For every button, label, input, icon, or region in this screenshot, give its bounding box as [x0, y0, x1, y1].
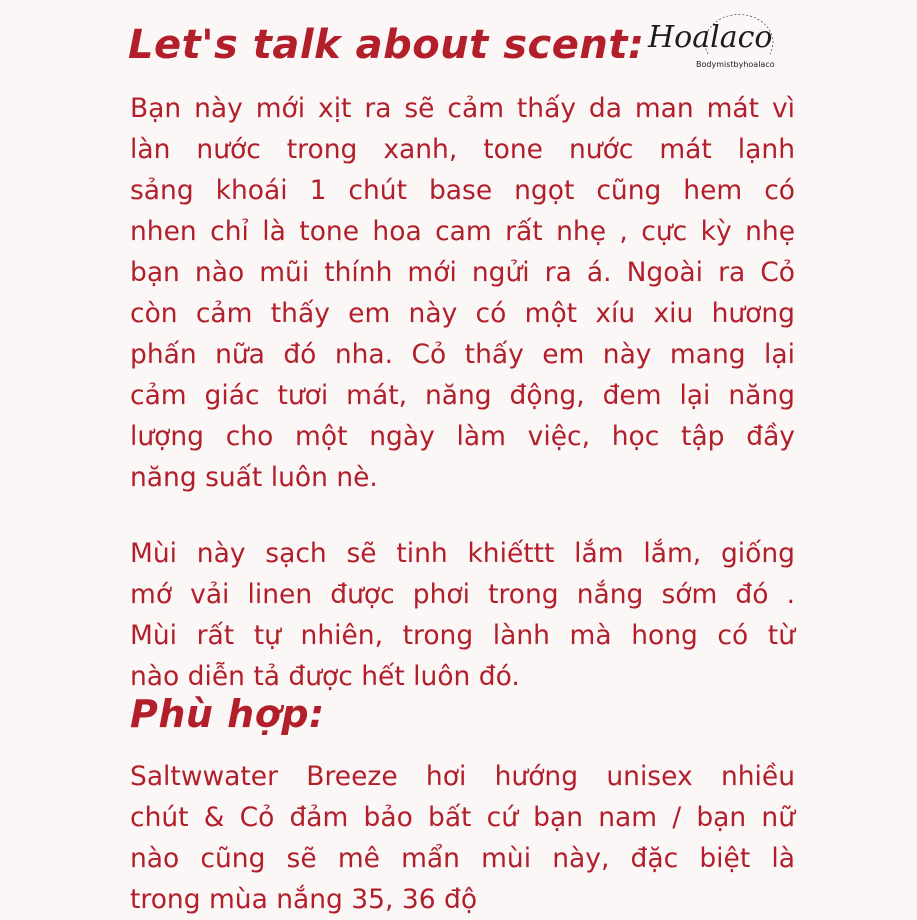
text-line: cảm giác tươi mát, năng động, đem lại năng — [130, 380, 795, 411]
text-line: nào cũng sẽ mê mẩn mùi này, đặc biệt là — [130, 843, 795, 874]
fit-paragraph — [130, 756, 795, 920]
text-line: bạn nào mũi thính mới ngửi ra á. Ngoài ra Cỏ — [130, 257, 795, 288]
text-line: nào diễn tả được hết luôn đó. — [130, 661, 520, 692]
brand-logo — [640, 14, 790, 84]
logo-subtext: Bodymistbyhoalaco — [696, 60, 775, 69]
scent-heading: Let's talk about scent: — [128, 22, 645, 68]
scent-paragraph-1 — [130, 88, 795, 498]
text-line: nhen chỉ là tone hoa cam rất nhẹ , cực kỳ nhẹ — [130, 216, 795, 247]
logo-script-text: Hoalaco — [648, 20, 773, 55]
fit-heading: Phù hợp: — [130, 692, 325, 736]
text-line: sảng khoái 1 chút base ngọt cũng hem có — [130, 175, 795, 206]
text-line: Bạn này mới xịt ra sẽ cảm thấy da man mát vì — [130, 93, 795, 124]
text-line: làn nước trong xanh, tone nước mát lạnh — [130, 134, 795, 165]
scent-paragraph-2 — [130, 533, 795, 697]
text-line: trong mùa nắng 35, 36 độ — [130, 884, 478, 915]
text-line: Mùi rất tự nhiên, trong lành mà hong có từ — [130, 620, 795, 651]
text-line: lượng cho một ngày làm việc, học tập đầy — [130, 421, 795, 452]
text-line: chút & Cỏ đảm bảo bất cứ bạn nam / bạn nữ — [130, 802, 795, 833]
text-line: phấn nữa đó nha. Cỏ thấy em này mang lại — [130, 339, 795, 370]
text-line: năng suất luôn nè. — [130, 462, 378, 493]
text-line: Saltwwater Breeze hơi hướng unisex nhiều — [130, 761, 795, 792]
text-line: mớ vải linen được phơi trong nắng sớm đó . — [130, 579, 795, 610]
text-line: còn cảm thấy em này có một xíu xiu hương — [130, 298, 795, 329]
text-line: Mùi này sạch sẽ tinh khiếttt lắm lắm, giống — [130, 538, 795, 569]
